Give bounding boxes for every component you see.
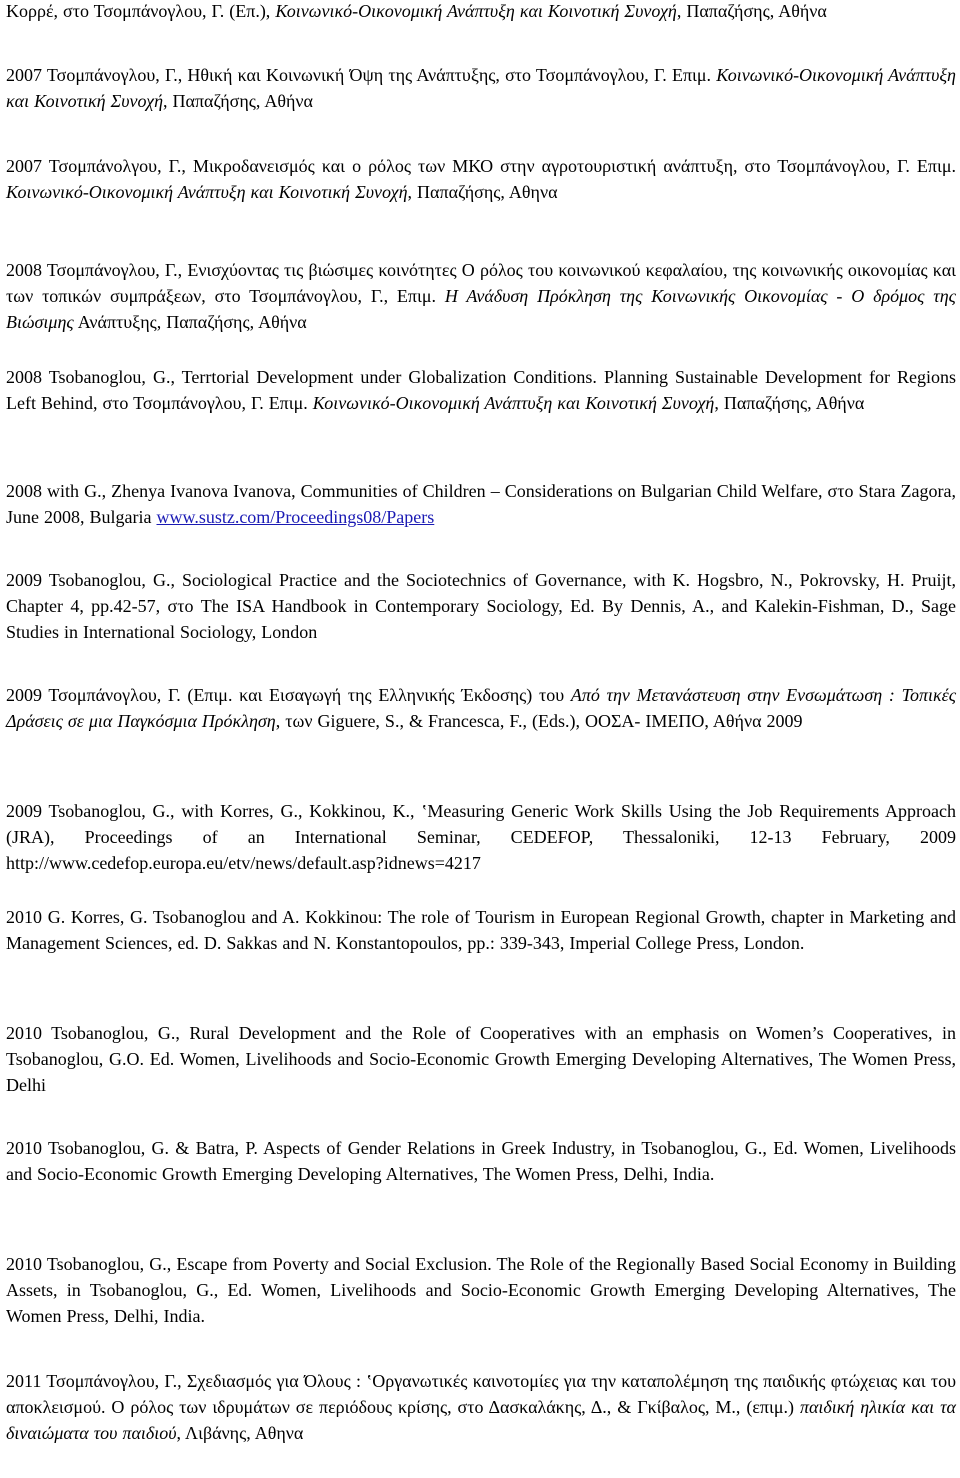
- italic-title-text: Κοινωνικό-Οικονομική Ανάπτυξη και Κοινοτική Συνοχή: [312, 393, 715, 413]
- bibliography-entry: [6, 904, 956, 956]
- entry-text: 2010 G. Korres, G. Tsobanoglou and A. Kokkinou: The role of Tourism in European Regional Growth, chapter in Marketing and Management Sciences, ed. D. Sakkas and N. Konstantopoulos, pp.: 339-343, Imperial College Press, London.: [6, 907, 956, 953]
- entry-text: 2009 Tsobanoglou, G., with Korres, G., Kokkinou, K., ‛Measuring Generic Work Skills Using the Job Requirements Approach (JRA), Proceedings of an International Seminar, CEDEFOP, Thessaloniki, 12-13 February, 2009 http://www.cedefop.europa.eu/etv/news/default.asp?idnews=4217: [6, 801, 956, 873]
- entry-text: , Παπαζήσης, Αθήνα: [163, 91, 313, 111]
- bibliography-entry: [6, 798, 956, 876]
- entry-text: , Παπαζήσης, Αθηνα: [407, 182, 558, 202]
- bibliography-entry: [6, 62, 956, 114]
- entry-text: , Παπαζήσης, Αθήνα: [676, 1, 827, 21]
- italic-title-text: Η Ανάδυση Πρόκληση της Κοινωνικής Οικονομίας - Ο δρόμος της Βιώσιμης: [6, 286, 956, 332]
- reference-link[interactable]: www.sustz.com/Proceedings08/Papers: [156, 507, 435, 527]
- entry-text: 2010 Tsobanoglou, G., Rural Development and the Role of Cooperatives with an emphasis on Women’s Cooperatives, in Tsobanoglou, G.O. Ed. Women, Livelihoods and Socio-Economic Growth Emerging Developing Alternatives, The Women Press, Delhi: [6, 1023, 956, 1095]
- bibliography-entry: [6, 567, 956, 645]
- entry-text: 2009 Τσομπάνογλου, Γ. (Επιμ. και Εισαγωγή της Ελληνικής Έκδοσης) του: [6, 685, 571, 705]
- entry-text: 2007 Τσομπάνογλου, Γ., Ηθική και Κοινωνική Όψη της Ανάπτυξης, στο Τσομπάνογλου, Γ. Επιμ.: [6, 65, 717, 85]
- entry-text: Κορρέ, στο Τσομπάνογλου, Γ. (Επ.),: [6, 1, 276, 21]
- bibliography-entry: [6, 364, 956, 416]
- bibliography-entry: [6, 1135, 956, 1187]
- bibliography-entry: [6, 1368, 956, 1446]
- italic-title-text: Κοινωνικό-Οικονομική Ανάπτυξη και Κοινοτική Συνοχή: [275, 1, 677, 21]
- bibliography-entry: [6, 1020, 956, 1098]
- entry-text: 2009 Tsobanoglou, G., Sociological Practice and the Sociotechnics of Governance, with K. Hogsbro, N., Pokrovsky, H. Pruijt, Chapter 4, pp.42-57, στο The ISA Handbook in Contemporary Sociology, Ed. By Dennis, A., and Kalekin-Fishman, D., Sage Studies in International Sociology, London: [6, 570, 956, 642]
- bibliography-entry: [6, 1251, 956, 1329]
- entry-text: 2011 Τσομπάνογλου, Γ., Σχεδιασμός για Όλους : ‛Οργανωτικές καινοτομίες για την καταπολέμηση της παιδικής φτώχειας και του αποκλεισμού. Ο ρόλος των ιδρυμάτων σε περιόδους κρίσης, στο Δασκαλάκης, Δ., & Γκίβαλος, Μ., (επιμ.): [6, 1371, 956, 1417]
- bibliography-entry: [6, 257, 956, 335]
- entry-text: 2008 with G., Zhenya Ivanova Ivanova, Communities of Children – Considerations on Bulgarian Child Welfare, στο Stara Zagora, June 2008, Bulgaria: [6, 481, 956, 527]
- entry-text: 2010 Tsobanoglou, G., Escape from Poverty and Social Exclusion. The Role of the Regionally Based Social Economy in Building Assets, in Tsobanoglou, G., Ed. Women, Livelihoods and Socio-Economic Growth Emerging Developing Alternatives, The Women Press, Delhi, India.: [6, 1254, 956, 1326]
- italic-title-text: παιδική ηλικία και τα διναιώματα του παιδιού: [6, 1397, 957, 1443]
- bibliography-entry: [6, 682, 956, 734]
- entry-text: Ανάπτυξης, Παπαζήσης, Αθήνα: [73, 312, 307, 332]
- entry-text: 2010 Tsobanoglou, G. & Batra, P. Aspects of Gender Relations in Greek Industry, in Tsobanoglou, G., Ed. Women, Livelihoods and Socio-Economic Growth Emerging Developing Alternatives, The Women Press, Delhi, India.: [6, 1138, 956, 1184]
- entry-text: , Λιβάνης, Αθηνα: [176, 1423, 304, 1443]
- italic-title-text: Από την Μετανάστευση στην Ενσωμάτωση : Τοπικές Δράσεις σε μια Παγκόσμια Πρόκληση: [6, 685, 956, 731]
- entry-text: 2007 Τσομπάνολγου, Γ., Μικροδανεισμός και ο ρόλος των ΜΚΟ στην αγροτουριστική ανάπτυξη, στο Τσομπάνογλου, Γ. Επιμ.: [6, 156, 956, 176]
- bibliography-entry: [6, 153, 956, 205]
- entry-text: 2008 Τσομπάνογλου, Γ., Ενισχύοντας τις βιώσιμες κοινότητες Ο ρόλος του κοινωνικού κεφαλαίου, της κοινωνικής οικονομίας και των τοπικών συμπράξεων, στο Τσομπάνογλου, Γ., Επιμ.: [6, 260, 956, 306]
- entry-text: , των Giguere, S., & Francesca, F., (Eds.), ΟΟΣΑ- ΙΜΕΠΟ, Αθήνα 2009: [275, 711, 803, 731]
- entry-text: 2008 Tsobanoglou, G., Terrtorial Development under Globalization Conditions. Planning Sustainable Development for Regions Left Behind, στο Τσομπάνογλου, Γ. Επιμ.: [6, 367, 956, 413]
- italic-title-text: Κοινωνικό-Οικονομική Ανάπτυξη και Κοινοτική Συνοχή: [6, 182, 408, 202]
- bibliography-entry: [6, 478, 956, 530]
- italic-title-text: Κοινωνικό-Οικονομική Ανάπτυξη και Κοινοτική Συνοχή: [6, 65, 956, 111]
- bibliography-entry: [6, 0, 956, 24]
- entry-text: , Παπαζήσης, Αθήνα: [714, 393, 865, 413]
